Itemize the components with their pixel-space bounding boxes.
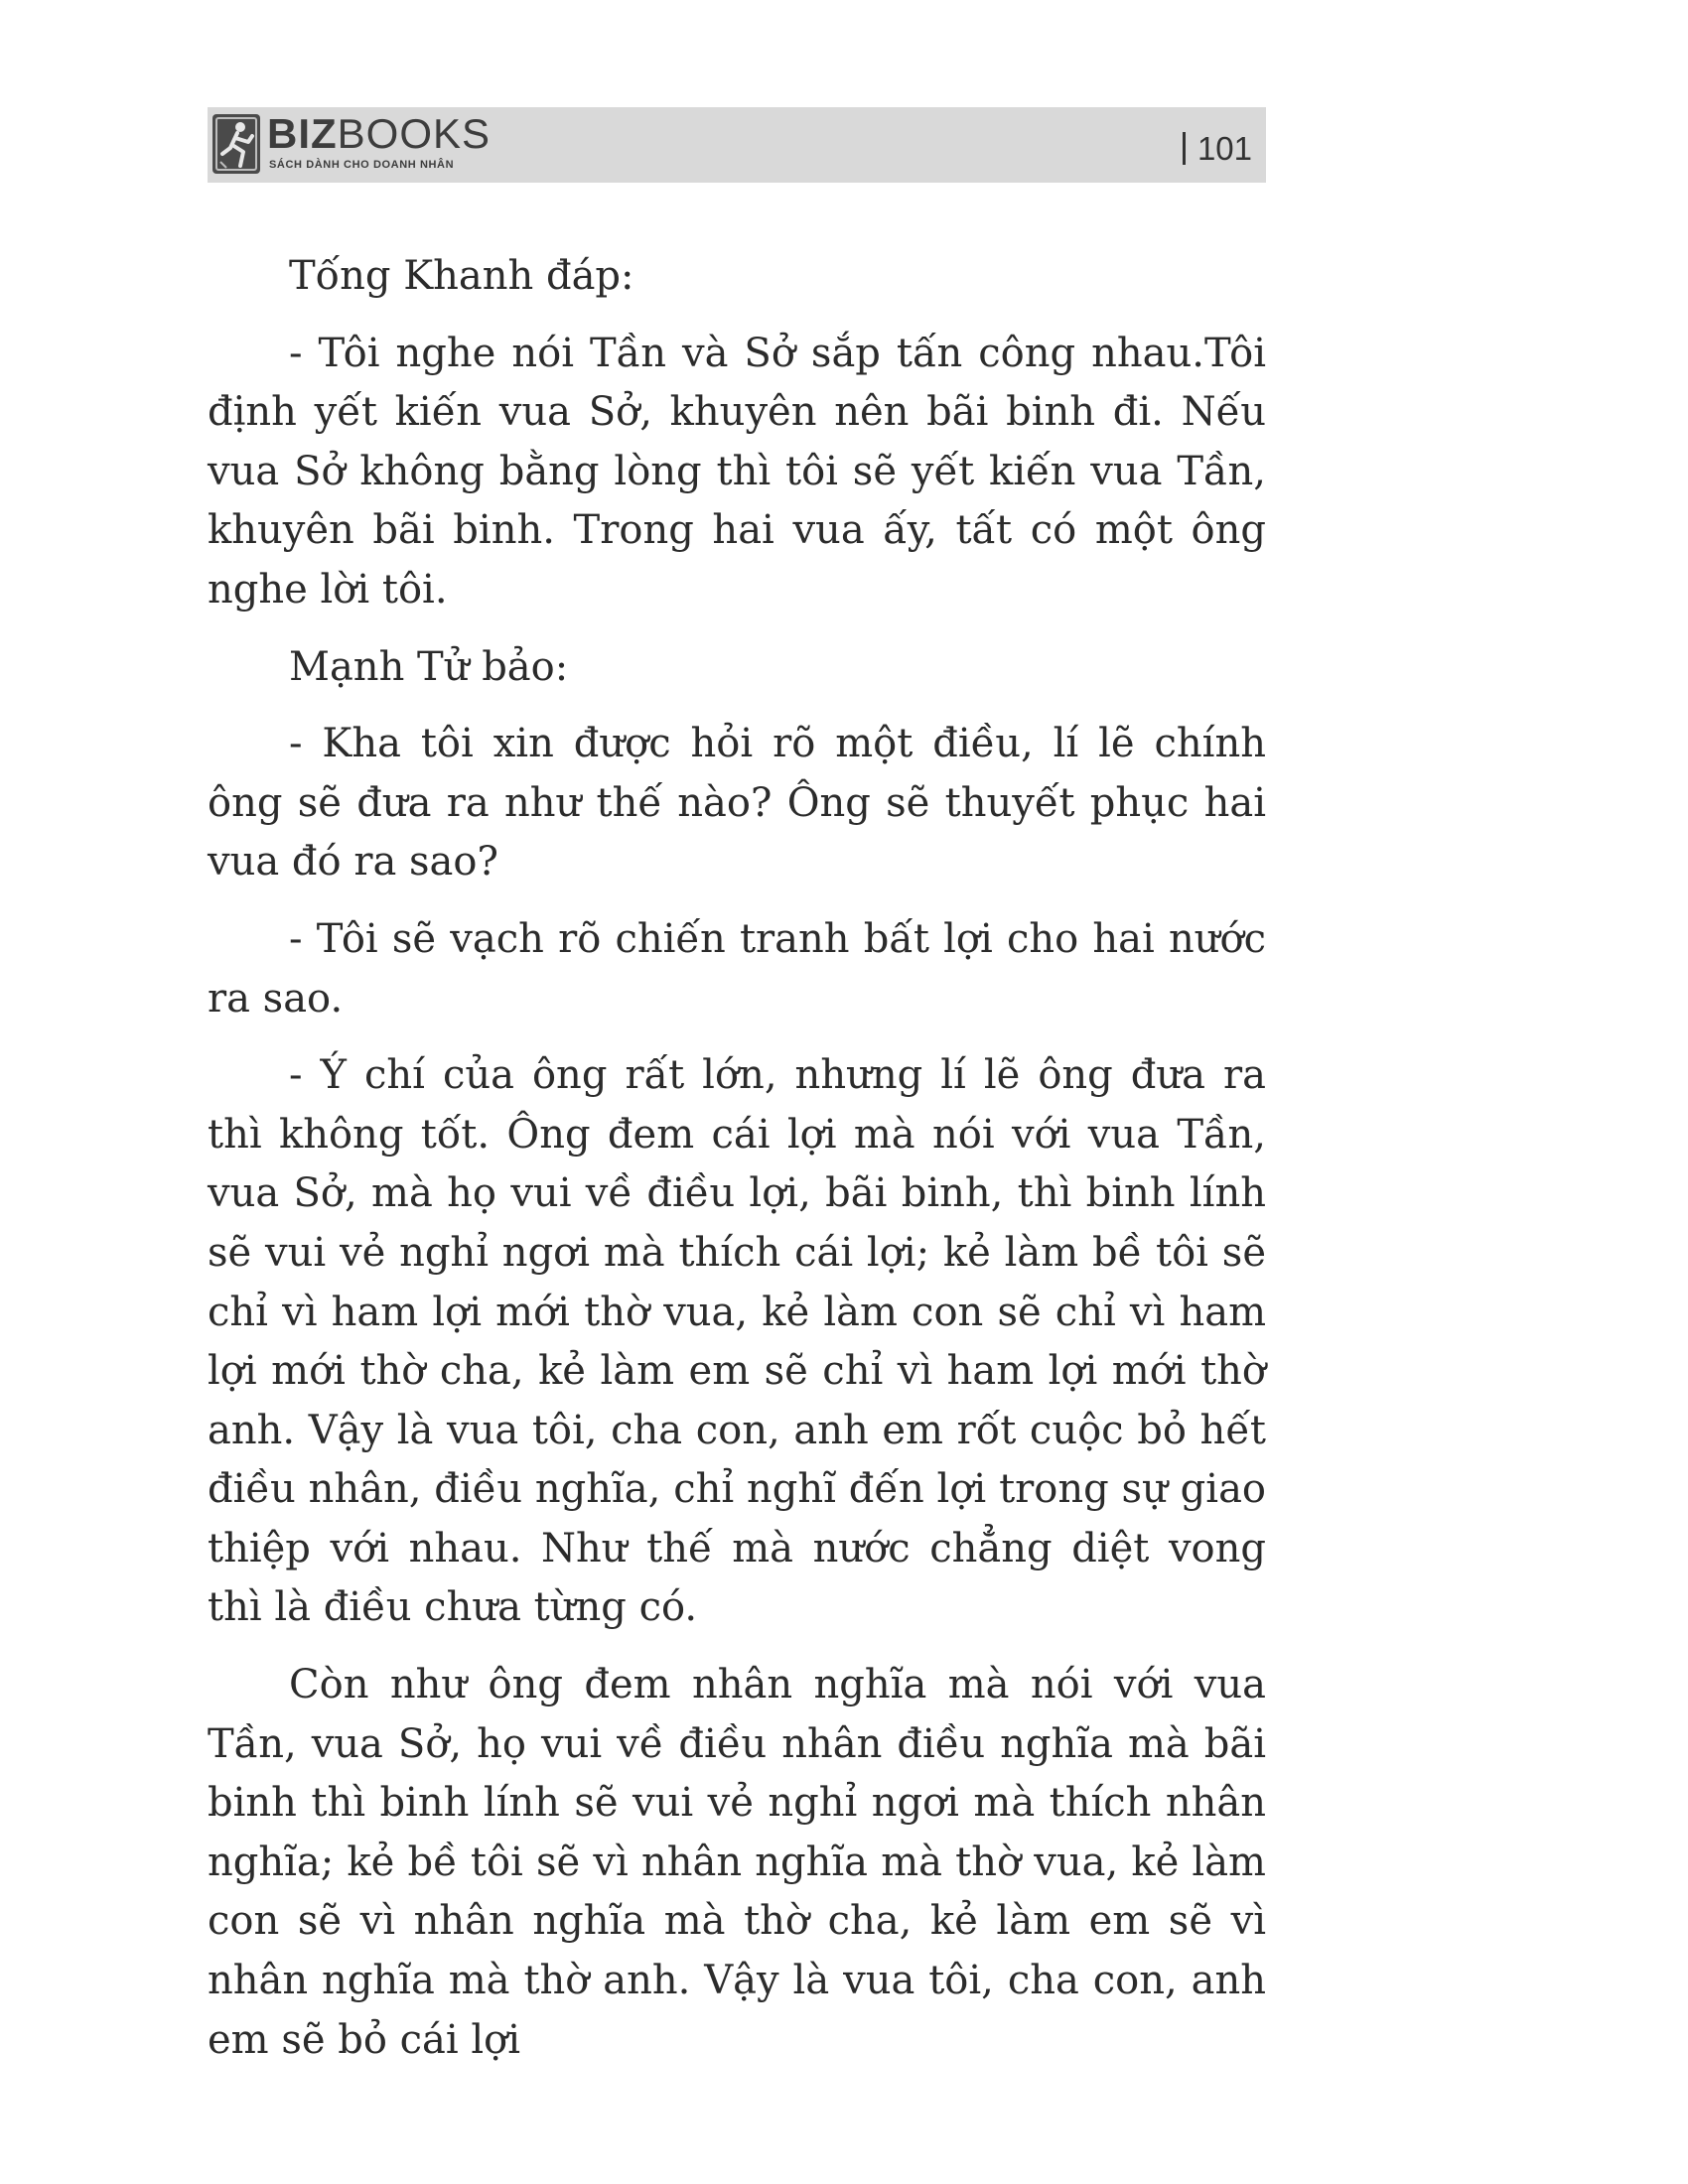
brand-tagline: SÁCH DÀNH CHO DOANH NHÂN (269, 159, 455, 171)
paragraph: - Ý chí của ông rất lớn, nhưng lí lẽ ông đưa ra thì không tốt. Ông đem cái lợi mà nói với vua Tần, vua Sở, mà họ vui về điều lợi, bãi binh, thì binh lính sẽ vui vẻ nghỉ ngơi mà thích cái lợi; kẻ làm bề tôi sẽ chỉ vì ham lợi mới thờ vua, kẻ làm con sẽ chỉ vì ham lợi mới thờ cha, kẻ làm em sẽ chỉ vì ham lợi mới thờ anh. Vậy là vua tôi, cha con, anh em rốt cuộc bỏ hết điều nhân, điều nghĩa, chỉ nghĩ đến lợi trong sự giao thiệp với nhau. Như thế mà nước chẳng diệt vong thì là điều chưa từng có. (208, 1052, 1266, 1631)
paragraph: Mạnh Tử bảo: (289, 643, 569, 690)
brand-bold: BIZ (267, 110, 338, 157)
brand-name (267, 111, 491, 157)
paragraph: - Kha tôi xin được hỏi rõ một điều, lí lẽ chính ông sẽ đưa ra như thế nào? Ông sẽ thuyết phục hai vua đó ra sao? (208, 721, 1266, 886)
running-figure-logo-icon (211, 112, 262, 176)
page-header (208, 107, 1266, 183)
body-text (208, 247, 1266, 2088)
paragraph: Còn như ông đem nhân nghĩa mà nói với vua Tần, vua Sở, họ vui về điều nhân điều nghĩa mà bãi binh thì binh lính sẽ vui vẻ nghỉ ngơi mà thích nhân nghĩa; kẻ bề tôi sẽ vì nhân nghĩa mà thờ vua, kẻ làm con sẽ vì nhân nghĩa mà thờ cha, kẻ làm em sẽ vì nhân nghĩa mà thờ anh. Vậy là vua tôi, cha con, anh em sẽ bỏ cái lợi (208, 1662, 1266, 2063)
page-number: 101 (1196, 130, 1252, 167)
page-number-block (1183, 129, 1252, 169)
page-number-divider (1183, 132, 1186, 165)
paragraph: - Tôi nghe nói Tần và Sở sắp tấn công nhau.Tôi định yết kiến vua Sở, khuyên nên bãi binh đi. Nếu vua Sở không bằng lòng thì tôi sẽ yết kiến vua Tần, khuyên bãi binh. Trong hai vua ấy, tất có một ông nghe lời tôi. (208, 330, 1266, 613)
paragraph: Tống Khanh đáp: (289, 253, 634, 299)
brand-light: BOOKS (337, 110, 492, 157)
paragraph: - Tôi sẽ vạch rõ chiến tranh bất lợi cho hai nước ra sao. (208, 915, 1266, 1022)
